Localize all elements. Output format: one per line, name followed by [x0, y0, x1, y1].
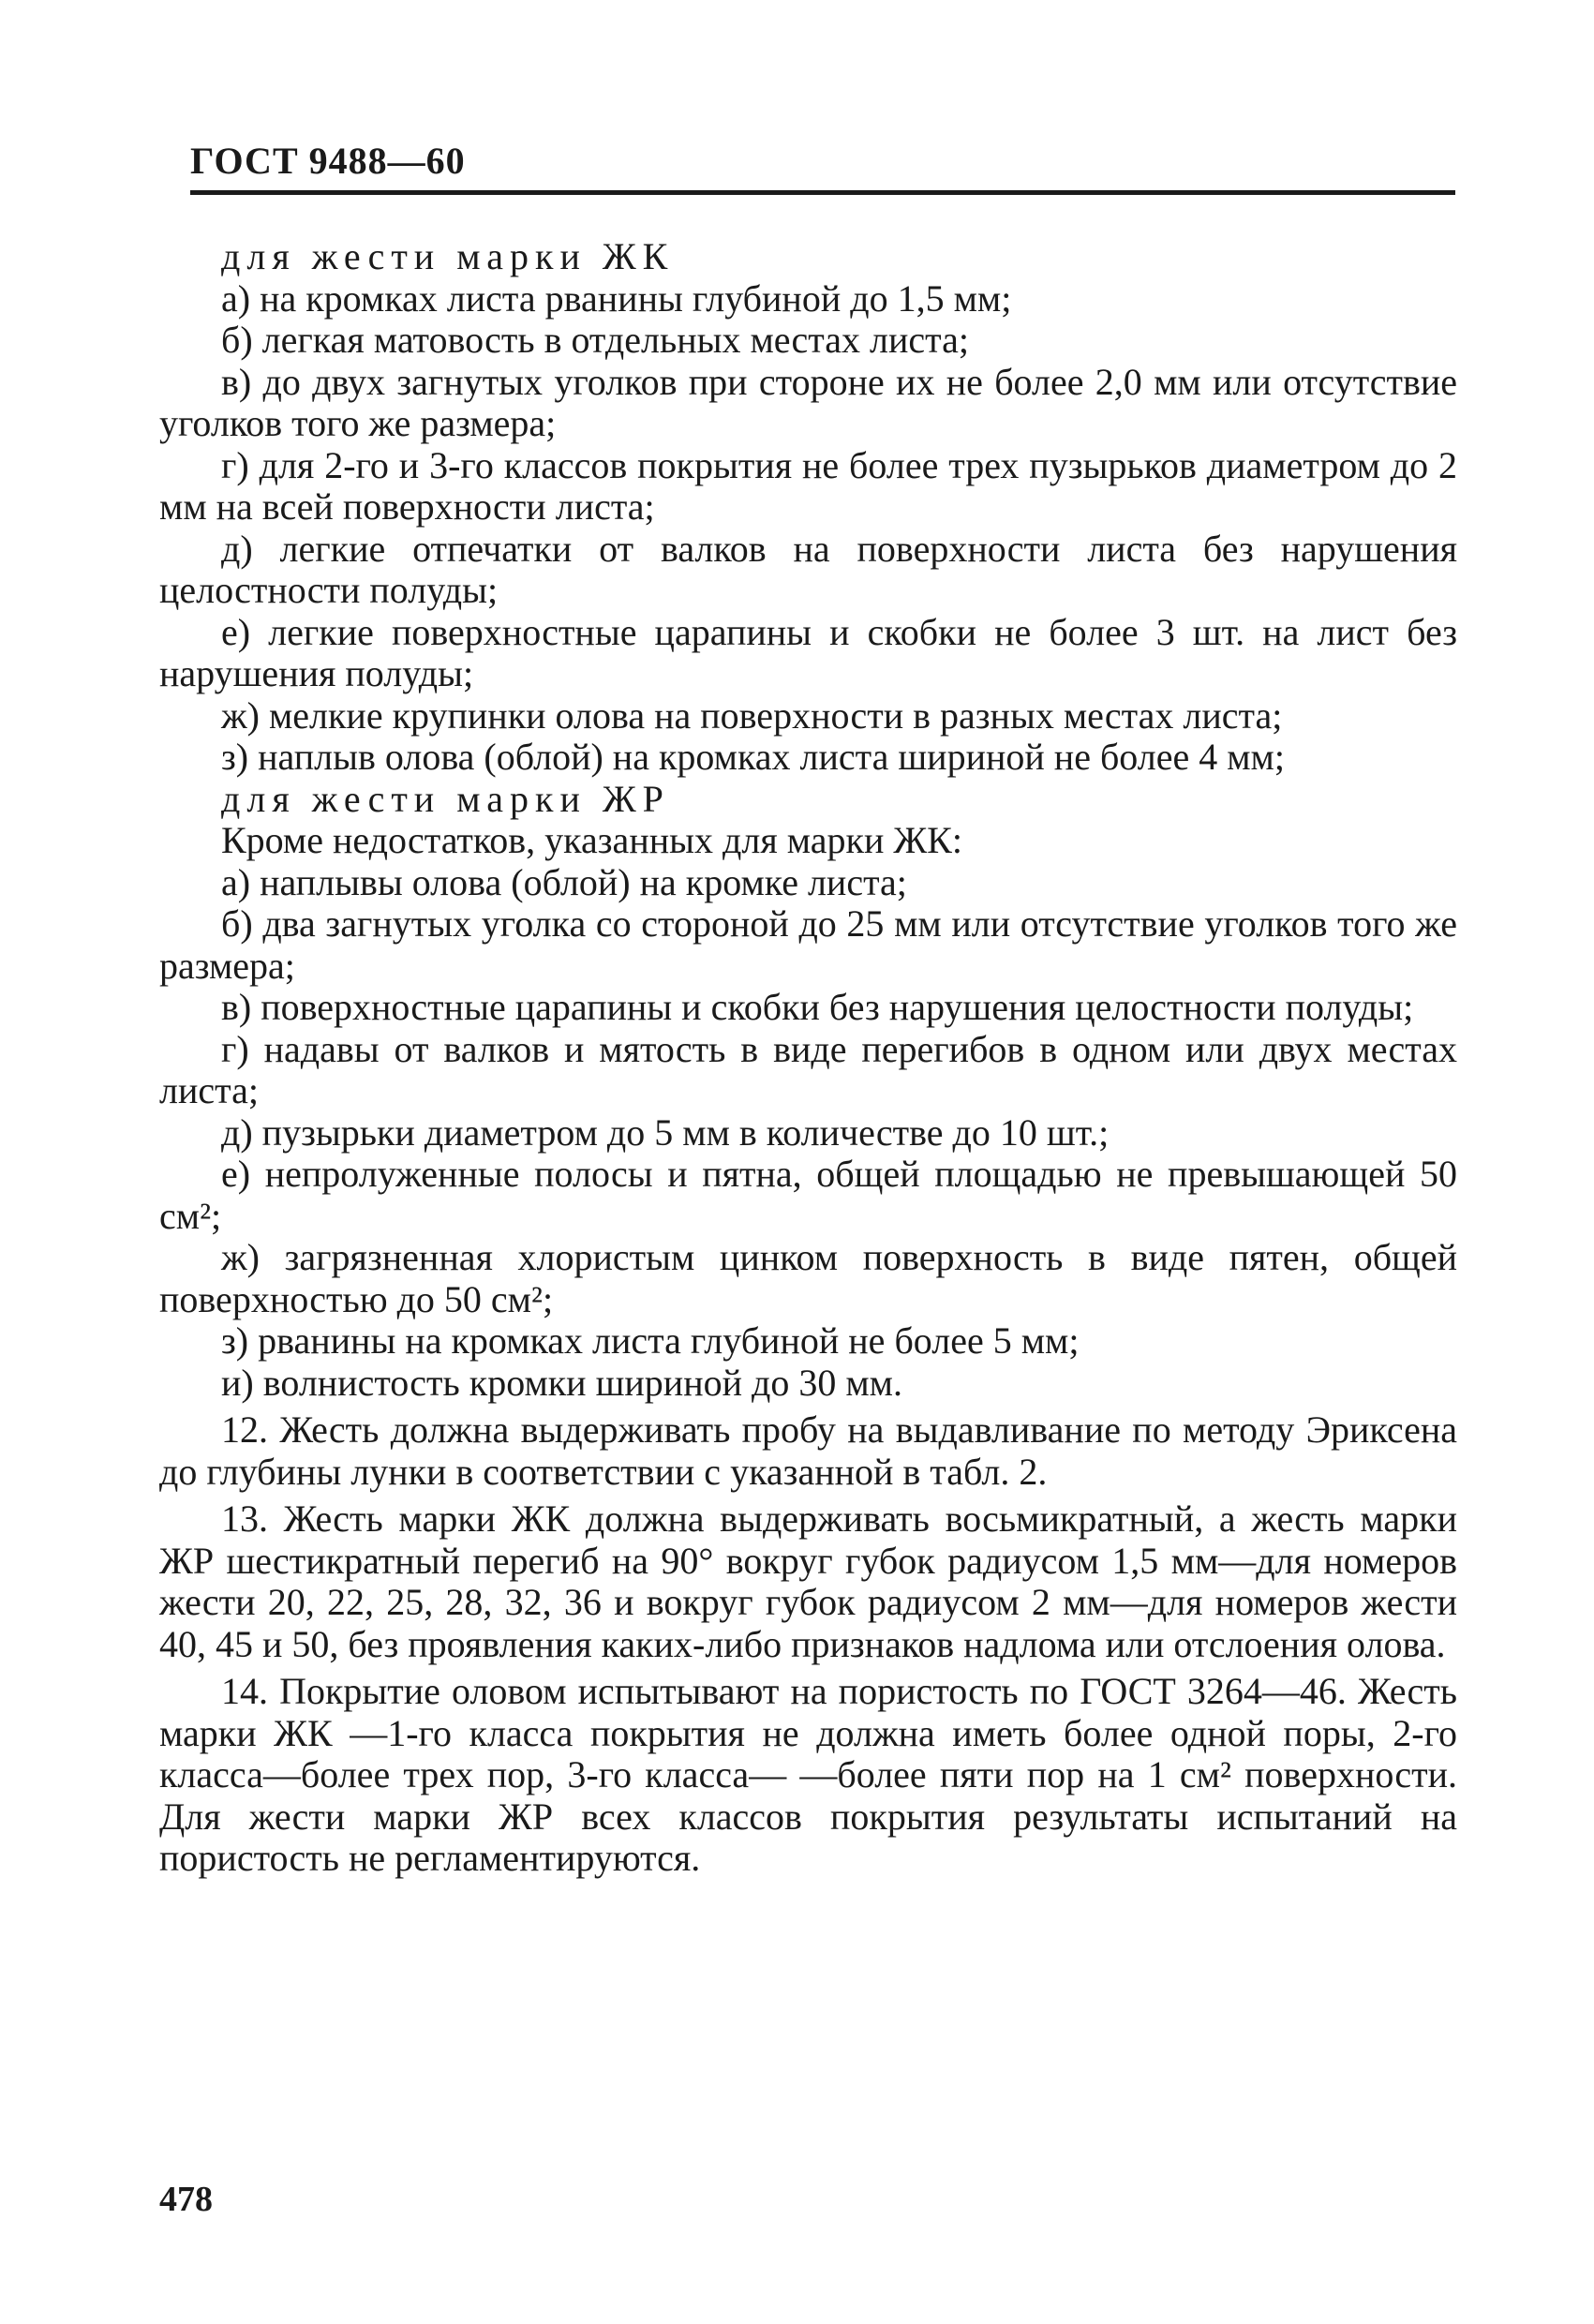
list-item-v: в) до двух загнутых уголков при стороне их не более 2,0 мм или отсутствие уголков того же размера; — [159, 360, 1457, 444]
list-item-d: д) пузырьки диаметром до 5 мм в количестве до 10 шт.; — [221, 1110, 1110, 1154]
list-item-g: г) для 2-го и 3-го классов покрытия не более трех пузырьков диаметром до 2 мм на всей поверхности листа; — [159, 443, 1457, 528]
list-item-i: и) волнистость кромки шириной до 30 мм. — [221, 1361, 902, 1404]
list-item-e: е) легкие поверхностные царапины и скобки не более 3 шт. на лист без нарушения полуды; — [159, 610, 1457, 694]
page-header: ГОСТ 9488—60 — [190, 140, 466, 182]
list-item-z: з) рванины на кромках листа глубиной не более 5 мм; — [221, 1319, 1080, 1362]
list-item-zh: ж) загрязненная хлористым цинком поверхность в виде пятен, общей поверхностью до 50 см²; — [159, 1236, 1457, 1320]
list-item-e: е) непролуженные полосы и пятна, общей площадью не превышающей 50 см²; — [159, 1153, 1457, 1237]
list-item-z: з) наплыв олова (облой) на кромках листа шириной не более 4 мм; — [221, 736, 1285, 778]
header-rule — [190, 190, 1455, 195]
list-item-v: в) поверхностные царапины и скобки без нарушения целостности полуды; — [221, 986, 1414, 1028]
section-heading-zhk: для жести марки ЖК — [221, 235, 675, 277]
list-item-b: б) два загнутых уголка со стороной до 25 мм или отсутствие уголков того же размера; — [159, 902, 1457, 987]
list-item-g: г) надавы от валков и мятость в виде перегибов в одном или двух местах листа; — [159, 1027, 1457, 1111]
list-item-a: а) на кромках листа рванины глубиной до 1,5 мм; — [221, 276, 1012, 320]
paragraph-13: 13. Жесть марки ЖК должна выдерживать восьмикратный, а жесть марки ЖР шестикратный перегиб на 90° вокруг губок радиусом 1,5 мм—для номеров жести 20, 22, 25, 28, 32, 36 и вокруг губок радиусом 2 мм—для номеров жести 40, 45 и 50, без проявления каких-либо признаков надлома или отслоения олова. — [159, 1497, 1457, 1665]
section-intro: Кроме недостатков, указанных для марки ЖК: — [221, 819, 962, 861]
list-item-d: д) легкие отпечатки от валков на поверхности листа без нарушения целостности полуды; — [159, 527, 1457, 611]
section-heading-zhr: для жести марки ЖР — [221, 777, 670, 820]
list-item-a: а) наплывы олова (облой) на кромке листа; — [221, 860, 907, 903]
list-item-zh: ж) мелкие крупинки олова на поверхности в разных местах листа; — [221, 693, 1283, 737]
page-number: 478 — [159, 2180, 213, 2219]
paragraph-14: 14. Покрытие оловом испытывают на пористость по ГОСТ 3264—46. Жесть марки ЖК —1-го класса покрытия не должна иметь более одной поры, 2-го класса—более трех пор, 3-го класса— —более пяти пор на 1 см² поверхности. Для жести марки ЖР всех классов покрытия результаты испытаний на пористость не регламентируются. — [159, 1670, 1457, 1879]
list-item-b: б) легкая матовость в отдельных местах листа; — [221, 319, 969, 361]
paragraph-12: 12. Жесть должна выдерживать пробу на выдавливание по методу Эриксена до глубины лунки в соответствии с указанной в табл. 2. — [159, 1408, 1457, 1493]
document-body — [159, 236, 1457, 1880]
